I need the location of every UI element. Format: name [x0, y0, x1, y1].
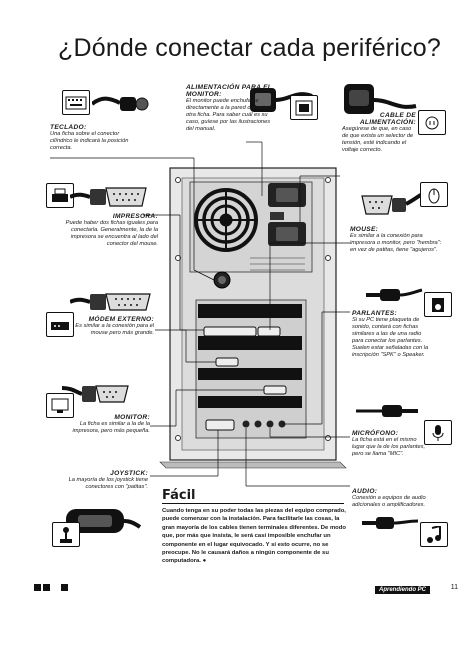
- parlantes-heading: PARLANTES:: [352, 310, 398, 317]
- alimentacion-monitor-text: El monitor puede enchufarse directamente a la pared o a esta otra ficha. Para saber cuál es su caso, guíese por las ilustraciones del manual.: [186, 98, 271, 132]
- microfono-section: [352, 430, 426, 458]
- audio-icon: [420, 522, 448, 547]
- keyboard-connector-image: [92, 90, 154, 120]
- alimentacion-monitor-section: [186, 84, 276, 133]
- audio-plug-image: [360, 512, 420, 534]
- teclado-heading: TECLADO:: [50, 124, 87, 131]
- cable-alimentacion-heading: CABLE DE ALIMENTACIÓN:: [359, 112, 416, 126]
- modem-text: Es similar a la conexión para el mouse pero más grande.: [75, 323, 154, 336]
- mouse-heading: MOUSE:: [350, 226, 379, 233]
- microfono-text: La ficha está en el mismo lugar que la de los parlantes, pero se llama "MIC".: [352, 437, 426, 457]
- impresora-heading: IMPRESORA:: [112, 213, 158, 220]
- parlantes-section: [352, 310, 434, 359]
- microphone-icon: [424, 420, 452, 445]
- facil-title: Fácil: [162, 488, 196, 503]
- impresora-section: [64, 213, 158, 248]
- impresora-text: Puede haber dos fichas iguales para conectarla. Generalmente, la de la impresora se encuentra al lado del conector del mouse.: [65, 220, 158, 247]
- page-title: ¿Dónde conectar cada periférico?: [58, 34, 441, 62]
- footer-brand: Aprendiendo PC: [375, 586, 430, 594]
- joystick-heading: JOYSTICK:: [110, 470, 148, 477]
- teclado-section: [50, 124, 140, 152]
- mouse-section: [350, 226, 442, 254]
- audio-section: [352, 488, 438, 509]
- monitor-section: [72, 414, 150, 435]
- monitor-outlet-icon: [290, 95, 318, 120]
- monitor-text: La ficha es similar a la de la impresora, pero más pequeña.: [72, 421, 150, 434]
- joystick-text: La mayoría de los joystick tiene conectores con "patitas".: [68, 477, 148, 490]
- modem-section: [72, 316, 154, 337]
- footer-squares-icon: [34, 584, 82, 592]
- monitor-connector-image: [62, 380, 132, 410]
- audio-text: Conexión a equipos de audio adicionales o amplificadores.: [352, 495, 426, 508]
- modem-heading: MÓDEM EXTERNO:: [88, 316, 154, 323]
- mouse-text: Es similar a la conexión para impresora o monitor, pero "hembra": en vez de patitas, tiene "agujeros".: [350, 233, 442, 253]
- mouse-connector-image: [358, 188, 428, 228]
- modem-connector-image: [70, 290, 156, 314]
- microfono-heading: MICRÓFONO:: [352, 430, 399, 437]
- teclado-text: Una ficha sobre el conector cilíndrico le indicará la posición correcta.: [50, 131, 129, 151]
- cable-alimentacion-section: [342, 112, 416, 154]
- facil-divider: [162, 503, 344, 504]
- joystick-icon: [52, 522, 80, 547]
- mouse-icon: [420, 182, 448, 207]
- monitor-heading: MONITOR:: [114, 414, 150, 421]
- joystick-section: [58, 470, 148, 491]
- speaker-plug-image: [364, 284, 424, 306]
- modem-icon: [46, 312, 74, 337]
- fan-grille: [196, 190, 256, 250]
- cable-alimentacion-text: Asegúrese de que, en caso de que exista un selector de tensión, esté indicando el voltaje correcto.: [342, 126, 414, 153]
- printer-connector-image: [70, 183, 150, 213]
- microphone-plug-image: [354, 400, 426, 422]
- facil-text: Cuando tenga en su poder todas las piezas del equipo comprado, puede comenzar con la instalación. Para facilitarle las cosas, la gran mayoría de los cables tienen terminales diferentes. De modo que, por más que insista, le será casi imposible enchufar un componente en el lugar equivocado. Y si esto ocurre, no se preocupe. No le causará daños a ningún componente de su computadora. ●: [162, 508, 346, 565]
- page-number: 11: [450, 584, 458, 591]
- keyboard-icon: [62, 90, 90, 115]
- alimentacion-monitor-heading: ALIMENTACIÓN PARA EL MONITOR:: [186, 84, 272, 98]
- parlantes-text: Si su PC tiene plaqueta de sonido, contará con fichas similares a las de una radio para conectar los parlantes. Suelen estar señaladas con la inscripción "SPK" o Speaker.: [352, 317, 429, 358]
- power-outlet-icon: [418, 110, 446, 135]
- audio-heading: AUDIO:: [352, 488, 378, 495]
